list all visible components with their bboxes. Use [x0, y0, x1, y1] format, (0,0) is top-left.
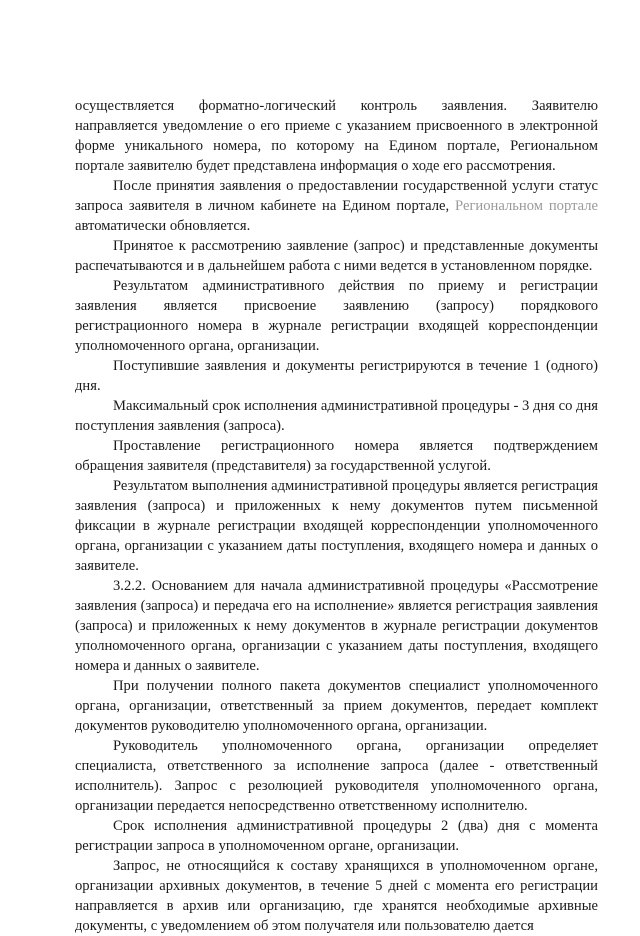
paragraph-4: Результатом административного действия по приему и регистрации заявления является присвоение заявлению (запросу) порядкового регистрационного номера в журнале регистрации входящей корреспонденции уполномоченного органа, организации. — [75, 278, 598, 354]
paragraph-13: Запрос, не относящийся к составу хранящихся в уполномоченном органе, организации архивных документов, в течение 5 дней с момента его регистрации направляется в архив или организацию, где хранятся необходимые архивные документы, с уведомлением об этом получателя или пользователю дается — [75, 858, 598, 934]
paragraph-2-text-end: автоматически обновляется. — [75, 218, 251, 234]
paragraph-11: Руководитель уполномоченного органа, организации определяет специалиста, ответственного за исполнение запроса (далее - ответственный исполнитель). Запрос с резолюцией руководителя уполномоченного органа, организации передается непосредственно ответственному исполнителю. — [75, 738, 598, 814]
paragraph-2-faded-text: Региональном портале — [455, 198, 598, 214]
paragraph-5: Поступившие заявления и документы регистрируются в течение 1 (одного) дня. — [75, 358, 598, 394]
paragraph-2-text-start: После принятия заявления о предоставлении государственной услуги статус запроса заявителя в личном кабинете на Едином портале, — [75, 178, 598, 214]
paragraph-1: осуществляется форматно-логический контроль заявления. Заявителю направляется уведомление о его приеме с указанием присвоенного в электронной форме уникального номера, по которому на Едином портале, Региональном портале заявителю будет представлена информация о ходе его рассмотрения. — [75, 98, 598, 174]
paragraph-8: Результатом выполнения административной процедуры является регистрация заявления (запроса) и приложенных к нему документов путем письменной фиксации в журнале регистрации входящей корреспонденции уполномоченного органа, организации с указанием даты поступления, входящего номера и данных о заявителе. — [75, 478, 598, 574]
paragraph-3: Принятое к рассмотрению заявление (запрос) и представленные документы распечатываются и в дальнейшем работа с ними ведется в установленном порядке. — [75, 238, 598, 274]
paragraph-12: Срок исполнения административной процедуры 2 (два) дня с момента регистрации запроса в уполномоченном органе, организации. — [75, 818, 598, 854]
paragraph-10: При получении полного пакета документов специалист уполномоченного органа, организации, ответственный за прием документов, передает комплект документов руководителю уполномоченного органа, организации. — [75, 678, 598, 734]
paragraph-7: Проставление регистрационного номера является подтверждением обращения заявителя (представителя) за государственной услугой. — [75, 438, 598, 474]
paragraph-6: Максимальный срок исполнения административной процедуры - 3 дня со дня поступления заявления (запроса). — [75, 398, 598, 434]
paragraph-2 — [75, 176, 598, 236]
document-body — [75, 96, 598, 936]
paragraph-9: 3.2.2. Основанием для начала административной процедуры «Рассмотрение заявления (запроса) и передача его на исполнение» является регистрация заявления (запроса) и приложенных к нему документов в журнале регистрации документов уполномоченного органа, организации с указанием даты поступления, входящего номера и данных о заявителе. — [75, 578, 598, 674]
